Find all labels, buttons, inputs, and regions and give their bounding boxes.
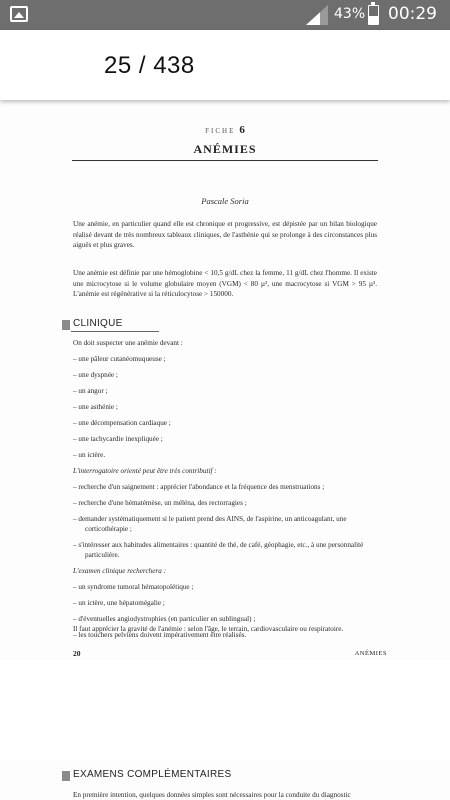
examens-text — [73, 791, 383, 800]
intro-paragraph-1: Une anémie, en particulier quand elle est chronique et progressive, est dépistée par un bilan biologique réalisé devant de très nombreux tableaux cliniques, de l'asthénie qui se prolonge à des circonstances plus aiguës et plus graves. — [73, 220, 377, 250]
text-line: – un syndrome tumoral hématopoïétique ; — [73, 583, 194, 591]
page-gap — [0, 660, 450, 760]
fiche-label: FICHE 6 — [205, 124, 245, 136]
text-line: – un ictère, une hépatomégalie ; — [73, 599, 165, 607]
document-page[interactable]: FICHE 6 ANÉMIES Pascale Soria Une anémie, en particulier quand elle est chronique et progressive, est dépistée par un bilan biologique réalisé devant de très nombreux tableaux cliniques, de l'asthénie qui se prolonge à des circonstances plus aiguës et plus graves. Une anémie est définie par une hémoglobine < 10,5 g/dL chez la femme, 11 g/dL chez l'homme. Il existe une microcytose si le volume globulaire moyen (VGM) < 80 µ³, une macrocytose si VGM > 95 µ³. L'anémie est régénérative si la réticulocytose > 150000. CLINIQUE On doit suspecter une anémie devant : – une pâleur cutanéomuqueuse ; – une dyspnée ; – un angor ; – une asthénie ; – une décompensation cardiaque ; – une tachycardie inexpliquée ; – un ictère. L'interrogatoire orienté peut être très contributif : – recherche d'un saignement : apprécier l'abondance et la fréquence des menstruations ; – recherche d'une hématémèse, un méléna, des rectorragies ; – demander systématiquement si le patient prend des AINS, de l'aspirine, un anticoagulant, une corticothérapie ; – s'intéresser aux habitudes alimentaires : quantité de thé, de café, géophagie, etc., à une personnalité particulière. L'examen clinique recherchera : – un syndrome tumoral hématopoïétique ; – un ictère, une hépatomégalie ; – d'éventuelles angiodystrophies (en particulier en sublingual) ; – les touchers pelviens doivent impérativement être réalisés. Il faut apprécier la gravité de l'anémie : selon l'âge, le terrain, cardiovasculaire ou respiratoire. 20 ANÉMIES EXAMENS COMPLÉMENTAIRES En première intention, quelques données simples sont nécessaires pour la conduite du diagnostic — [0, 100, 450, 800]
text-line: En première intention, quelques données simples sont nécessaires pour la conduite du diagnostic — [73, 791, 351, 799]
text-line: corticothérapie ; — [85, 525, 132, 533]
text-line: – recherche d'une hématémèse, un méléna, des rectorragies ; — [73, 499, 247, 507]
page-counter: 25 / 438 — [104, 52, 195, 79]
chapter-title: ANÉMIES — [193, 142, 257, 156]
text-line: – une pâleur cutanéomuqueuse ; — [73, 355, 166, 363]
text-line: – une décompensation cardiaque ; — [73, 419, 171, 427]
text-line: – une tachycardie inexpliquée ; — [73, 435, 163, 443]
text-line: L'examen clinique recherchera : — [73, 567, 167, 575]
battery-level — [369, 16, 378, 24]
intro-paragraph-2: Une anémie est définie par une hémoglobine < 10,5 g/dL chez la femme, 11 g/dL chez l'homme. Il existe une microcytose si le volume globulaire moyen (VGM) < 80 µ³, une macrocytose si VGM > 95 µ³. L'anémie est régénérative si la réticulocytose > 150000. — [73, 269, 377, 299]
text-line: – un angor ; — [73, 387, 108, 395]
section-marker — [62, 320, 70, 330]
status-bar — [0, 0, 450, 30]
signal-icon — [306, 5, 328, 25]
text-line: – une dyspnée ; — [73, 371, 118, 379]
running-title: ANÉMIES — [354, 650, 387, 657]
text-line: – un ictère. — [73, 451, 106, 459]
battery-percent: 43% — [334, 6, 366, 22]
text-line: On doit suspecter une anémie devant : — [73, 339, 183, 347]
title-rule — [72, 160, 378, 161]
clock: 00:29 — [388, 4, 437, 24]
text-line: – d'éventuelles angiodystrophies (en particulier en sublingual) ; — [73, 615, 256, 623]
gallery-icon — [10, 6, 28, 22]
author: Pascale Soria — [201, 196, 249, 206]
text-line: – une asthénie ; — [73, 403, 118, 411]
text-line: Il faut apprécier la gravité de l'anémie : selon l'âge, le terrain, cardiovasculaire ou respiratoire. — [73, 625, 344, 633]
text-line: particulière. — [85, 551, 120, 559]
text-line: – les touchers pelviens doivent impérativement être réalisés. — [73, 631, 247, 639]
battery-icon — [368, 5, 379, 25]
page-counter-bar[interactable] — [0, 30, 450, 100]
section-underline — [71, 331, 159, 332]
section-marker — [62, 771, 70, 781]
text-line: – s'intéresser aux habitudes alimentaires : quantité de thé, de café, géophagie, etc., à une personnalité — [73, 541, 364, 549]
fiche-number: 6 — [239, 124, 245, 136]
next-page[interactable]: EXAMENS COMPLÉMENTAIRES En première intention, quelques données simples sont nécessaires pour la conduite du diagnostic — [0, 760, 450, 800]
page-number: 20 — [73, 649, 81, 658]
text-line: – demander systématiquement si le patient prend des AINS, de l'aspirine, un anticoagulant, une — [73, 515, 347, 523]
clinique-conclusion — [73, 625, 383, 637]
text-line: L'interrogatoire orienté peut être très contributif : — [73, 467, 217, 475]
text-line: – recherche d'un saignement : apprécier l'abondance et la fréquence des menstruations ; — [73, 483, 325, 491]
clinique-text — [73, 339, 383, 639]
